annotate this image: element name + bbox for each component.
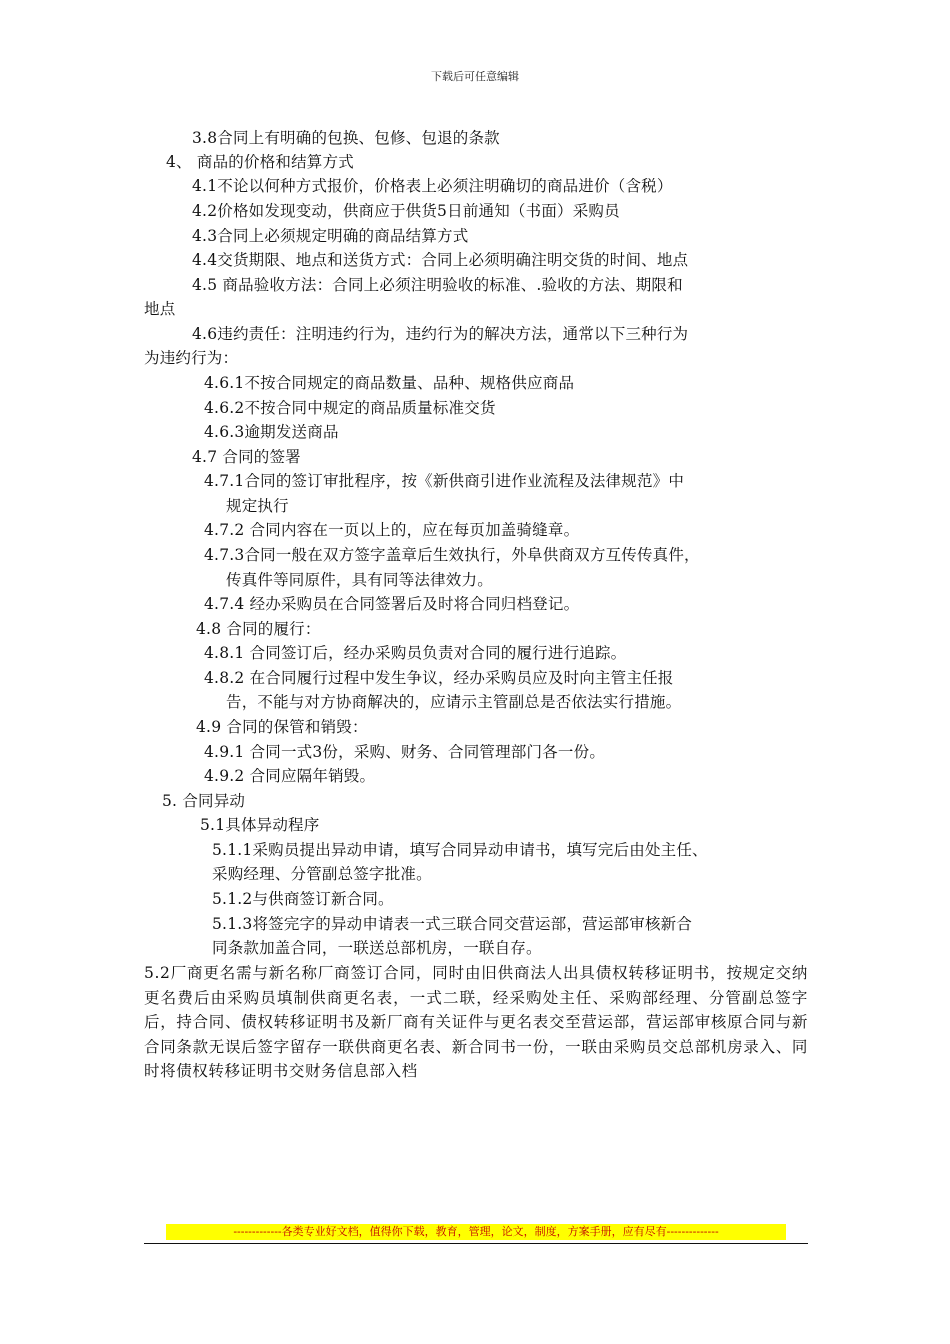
text-line: 4.9.1 合同一式3份，采购、财务、合同管理部门各一份。	[204, 743, 606, 761]
text-line: 4.7.4 经办采购员在合同签署后及时将合同归档登记。	[204, 595, 580, 613]
text-line: 地点	[144, 300, 176, 318]
text-line: 4.8.2 在合同履行过程中发生争议，经办采购员应及时向主管主任报	[204, 669, 674, 687]
text-line: 传真件等同原件，具有同等法律效力。	[226, 571, 493, 589]
text-line: 4.7.3合同一般在双方签字盖章后生效执行，外阜供商双方互传传真件，	[204, 546, 700, 564]
text-line: 4.4交货期限、地点和送货方式：合同上必须明确注明交货的时间、地点	[192, 251, 689, 269]
subsection-heading: 4.7 合同的签署	[192, 448, 301, 466]
subsection-heading: 4.8 合同的履行：	[196, 620, 321, 638]
footer-divider	[144, 1243, 808, 1244]
section-heading: 4、 商品的价格和结算方式	[166, 153, 354, 171]
text-line: 5.1.1采购员提出异动申请，填写合同异动申请书，填写完后由处主任、	[212, 841, 708, 859]
text-line: 为违约行为：	[144, 349, 239, 367]
footer-banner: -------------各类专业好文档，值得你下载，教育，管理，论文，制度，方案手册，应有尽有--------------	[166, 1224, 786, 1240]
text-line: 5.1.3将签完字的异动申请表一式三联合同交营运部，营运部审核新合	[212, 915, 693, 933]
subsection-heading: 4.9 合同的保管和销毁：	[196, 718, 368, 736]
text-line: 3.8合同上有明确的包换、包修、包退的条款	[192, 129, 500, 147]
text-line: 4.2价格如发现变动，供商应于供货5日前通知（书面）采购员	[192, 202, 620, 220]
text-line: 4.9.2 合同应隔年销毁。	[204, 767, 376, 785]
text-line: 规定执行	[226, 497, 289, 515]
text-line: 4.6违约责任：注明违约行为，违约行为的解决方法，通常以下三种行为	[192, 325, 689, 343]
page-header: 下载后可任意编辑	[431, 70, 519, 83]
section-heading: 5. 合同异动	[162, 792, 246, 810]
text-line: 5.1.2与供商签订新合同。	[212, 890, 394, 908]
text-line: 4.8.1 合同签订后，经办采购员负责对合同的履行进行追踪。	[204, 644, 627, 662]
text-line: 告，不能与对方协商解决的，应请示主管副总是否依法实行措施。	[226, 693, 682, 711]
text-line: 4.3合同上必须规定明确的商品结算方式	[192, 227, 469, 245]
text-line: 4.7.2 合同内容在一页以上的，应在每页加盖骑缝章。	[204, 521, 580, 539]
text-line: 4.6.1不按合同规定的商品数量、品种、规格供应商品	[204, 374, 575, 392]
text-line: 同条款加盖合同，一联送总部机房，一联自存。	[212, 939, 542, 957]
text-line: 4.1不论以何种方式报价，价格表上必须注明确切的商品进价（含税）	[192, 177, 673, 195]
text-line: 采购经理、分管副总签字批准。	[212, 865, 432, 883]
text-line: 4.6.3逾期发送商品	[204, 423, 339, 441]
paragraph-5-2: 5.2厂商更名需与新名称厂商签订合同，同时由旧供商法人出具债权转移证明书，按规定交纳更名费后由采购员填制供商更名表，一式二联，经采购处主任、采购部经理、分管副总签字后，持合同、债权转移证明书及新厂商有关证件与更名表交至营运部，营运部审核原合同与新合同条款无误后签字留存一联供商更名表、新合同书一份，一联由采购员交总部机房录入、同时将债权转移证明书交财务信息部入档	[144, 964, 808, 1080]
subsection-heading: 5.1具体异动程序	[200, 816, 320, 834]
text-line: 4.6.2不按合同中规定的商品质量标准交货	[204, 399, 496, 417]
text-line: 4.5 商品验收方法：合同上必须注明验收的标准、.验收的方法、期限和	[192, 276, 683, 294]
text-line: 4.7.1合同的签订审批程序，按《新供商引进作业流程及法律规范》中	[204, 472, 685, 490]
